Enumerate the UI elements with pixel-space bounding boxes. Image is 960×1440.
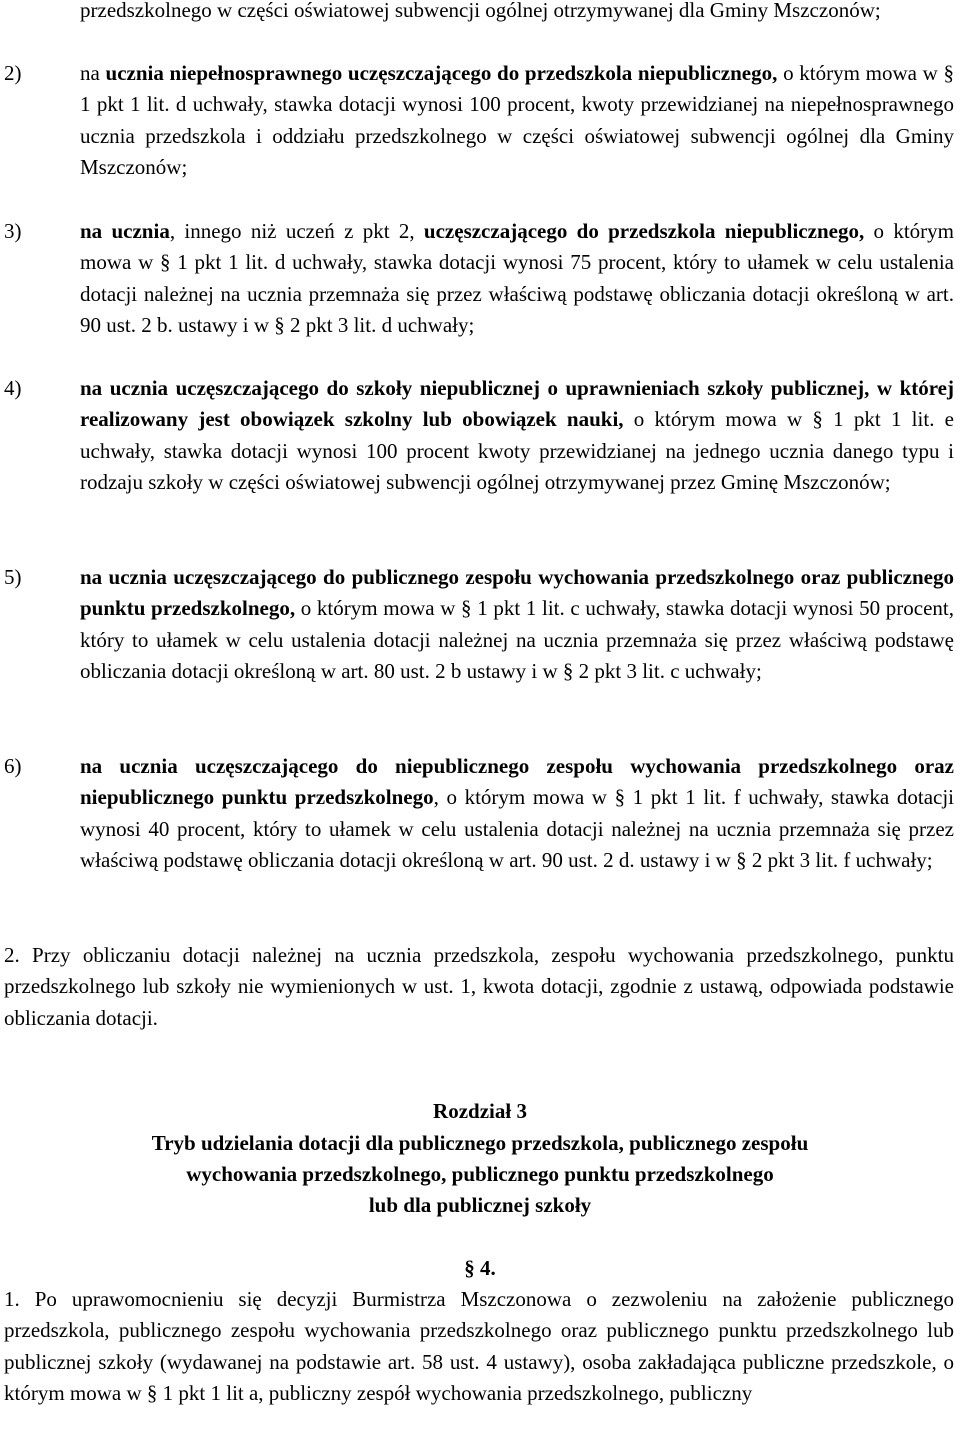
chapter-title-line-3: lub dla publicznej szkoły (368, 1193, 592, 1217)
paragraph-4-text: 1. Po uprawomocnieniu się decyzji Burmistrza Mszczonowa o zezwoleniu na założenie publicznego przedszkola, publicznego zespołu wychowania przedszkolnego oraz publicznego punktu przedszkolnego lub publicznej szkoły (wydawanej na podstawie art. 58 ust. 4 ustawy), osoba zakładająca publiczne przedszkole, o którym mowa w § 1 pkt 1 lit a, publiczny zespół wychowania przedszkolnego, publiczny (4, 1287, 954, 1406)
chapter-title-line-1: Tryb udzielania dotacji dla publicznego przedszkola, publicznego zespołu (151, 1131, 809, 1155)
list-number: 3) (4, 219, 22, 243)
section-2-paragraph: 2. Przy obliczaniu dotacji należnej na ucznia przedszkola, zespołu wychowania przedszkolnego, punktu przedszkolnego lub szkoły nie wymienionych w ust. 1, kwota dotacji, zgodnie z ustawą, odpowiada podstawie obliczania dotacji. (4, 943, 954, 1030)
list-item-2: 2) na ucznia niepełnosprawnego uczęszczającego do przedszkola niepublicznego, o którym mowa w § 1 pkt 1 lit. d uchwały, stawka dotacji wynosi 100 procent, kwoty przewidzianej na niepełnosprawnego ucznia przedszkola i oddziału przedszkolnego w części oświatowej subwencji ogólnej dla Gminy Mszczonów; (4, 58, 954, 184)
list-number: 6) (4, 754, 22, 778)
paragraph-4-heading: § 4. (464, 1256, 496, 1280)
chapter-label: Rozdział 3 (433, 1099, 527, 1123)
list-item-3: 3) na ucznia, innego niż uczeń z pkt 2, uczęszczającego do przedszkola niepublicznego, o którym mowa w § 1 pkt 1 lit. d uchwały, stawka dotacji wynosi 75 procent, który to ułamek w celu ustalenia dotacji należnej na ucznia przemnaża się przez właściwą podstawę obliczania dotacji określoną w art. 90 ust. 2 b. ustawy i w § 2 pkt 3 lit. d uchwały; (4, 216, 954, 342)
list-item-6: 6) na ucznia uczęszczającego do niepublicznego zespołu wychowania przedszkolnego oraz niepublicznego punktu przedszkolnego, o którym mowa w § 1 pkt 1 lit. f uchwały, stawka dotacji wynosi 40 procent, który to ułamek w celu ustalenia dotacji należnej na ucznia przemnaża się przez właściwą podstawę obliczania dotacji określoną w art. 90 ust. 2 d. ustawy i w § 2 pkt 3 lit. f uchwały; (4, 751, 954, 877)
list-item-1-continuation: przedszkolnego w części oświatowej subwencji ogólnej otrzymywanej dla Gminy Mszczonów; (80, 0, 881, 22)
list-number: 5) (4, 565, 22, 589)
list-item-4: 4) na ucznia uczęszczającego do szkoły niepublicznej o uprawnieniach szkoły publicznej, w której realizowany jest obowiązek szkolny lub obowiązek nauki, o którym mowa w § 1 pkt 1 lit. e uchwały, stawka dotacji wynosi 100 procent kwoty przewidzianej na jednego ucznia danego typu i rodzaju szkoły w części oświatowej subwencji ogólnej otrzymywanej przez Gminę Mszczonów; (4, 373, 954, 499)
list-number: 4) (4, 376, 22, 400)
chapter-title-line-2: wychowania przedszkolnego, publicznego punktu przedszkolnego (186, 1162, 774, 1186)
list-number: 2) (4, 61, 22, 85)
list-item-5: 5) na ucznia uczęszczającego do publicznego zespołu wychowania przedszkolnego oraz publicznego punktu przedszkolnego, o którym mowa w § 1 pkt 1 lit. c uchwały, stawka dotacji wynosi 50 procent, który to ułamek w celu ustalenia dotacji należnej na ucznia przemnaża się przez właściwą podstawę obliczania dotacji określoną w art. 80 ust. 2 b ustawy i w § 2 pkt 3 lit. c uchwały; (4, 562, 954, 688)
